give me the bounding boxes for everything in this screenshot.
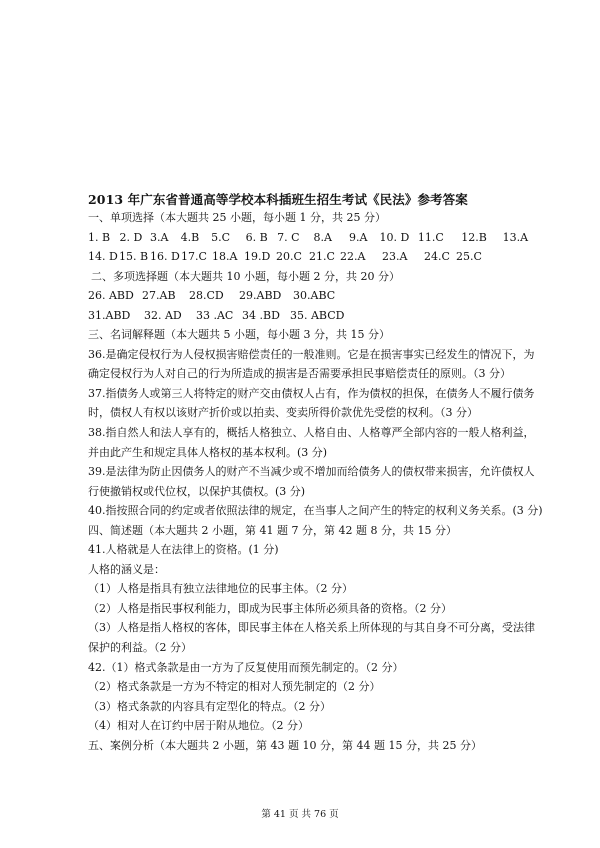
answer-41-point-2: （2）人格是指民事权利能力，即成为民事主体所必须具备的资格。（2 分）	[88, 601, 452, 615]
answer-38-line-1: 38.指自然人和法人享有的，概括人格独立、人格自由、人格尊严全部内容的一般人格利益，	[88, 426, 535, 440]
multi-choice-row-2	[88, 306, 528, 326]
answer-37-line-1: 37.指债务人或第三人将特定的财产交由债权人占有，作为债权的担保，在债务人不履行债务	[88, 386, 535, 400]
answer-item: 24.C	[424, 250, 450, 264]
answer-item: 2. D	[119, 230, 143, 244]
answer-item: 10. D	[379, 230, 410, 244]
section5-heading: 五、案例分析（本大题共 2 小题，第 43 题 10 分，第 44 题 15 分，共 25 分）	[88, 738, 482, 752]
answer-item: 27.AB	[142, 289, 176, 303]
answer-item: 32. AD	[144, 308, 182, 322]
answer-content	[88, 208, 543, 755]
answer-36-line-2: 确定侵权行为人对自己的行为所造成的损害是否需要承担民事赔偿责任的原则。（3 分）	[88, 367, 511, 381]
page-title: 2013 年广东省普通高等学校本科插班生招生考试《民法》参考答案	[88, 192, 468, 207]
single-choice-row-1	[88, 228, 528, 248]
answer-item: 13.A	[502, 230, 529, 244]
answer-item: 15. B	[119, 250, 149, 264]
answer-41-point-3-line-2: 保护的利益。（2 分）	[88, 641, 192, 655]
answer-item: 34 .BD	[242, 308, 280, 322]
answer-item: 33 .AC	[196, 308, 234, 322]
answer-39-line-1: 39.是法律为防止因债务人的财产不当减少或不增加而给债务人的债权带来损害，允许债权人	[88, 465, 535, 479]
answer-item: 19.D	[244, 250, 271, 264]
answer-37-line-2: 时，债权人有权以该财产折价或以拍卖、变卖所得价款优先受偿的权利。（3 分）	[88, 406, 478, 420]
answer-item: 5.C	[211, 230, 231, 244]
answer-39-line-2: 行使撤销权或代位权，以保护其债权。(3 分)	[88, 484, 306, 498]
answer-42-point-1: 42.（1）格式条款是由一方为了反复使用而预先制定的。（2 分）	[88, 660, 404, 674]
answer-38-line-2: 并由此产生和规定具体人格权的基本权利。(3 分)	[88, 445, 328, 459]
answer-item: 30.ABC	[293, 289, 336, 303]
answer-item: 11.C	[417, 230, 444, 244]
answer-item: 22.A	[340, 250, 366, 264]
page-number: 第 41 页 共 76 页	[261, 809, 339, 820]
answer-item: 4.B	[180, 230, 200, 244]
answer-41-subheading: 人格的涵义是：	[88, 562, 165, 576]
answer-item: 7. C	[277, 230, 300, 244]
section1-heading: 一、单项选择（本大题共 25 小题，每小题 1 分，共 25 分）	[88, 211, 386, 224]
answer-item: 16. D	[150, 250, 180, 264]
answer-42-point-2: （2）格式条款是一方为不特定的相对人预先制定的（2 分）	[88, 680, 381, 694]
answer-40-line-1: 40.指按照合同的约定或者依照法律的规定，在当事人之间产生的特定的权利义务关系。(3 分)	[88, 504, 543, 518]
answer-item: 35. ABCD	[290, 308, 345, 322]
single-choice-row-2	[88, 247, 528, 267]
answer-item: 26. ABD	[88, 289, 134, 303]
answer-36-line-1: 36.是确定侵权行为人侵权损害赔偿责任的一般准则。它是在损害事实已经发生的情况下，为	[88, 347, 535, 361]
answer-item: 3.A	[150, 230, 169, 244]
answer-42-point-4: （4）相对人在订约中居于附从地位。（2 分）	[88, 719, 309, 733]
answer-item: 17.C	[181, 250, 207, 264]
answer-item: 25.C	[456, 250, 482, 264]
multi-choice-row-1	[88, 286, 528, 306]
answer-item: 1. B	[88, 230, 111, 244]
answer-item: 20.C	[276, 250, 302, 264]
answer-item: 31.ABD	[88, 308, 131, 322]
section3-heading: 三、名词解释题（本大题共 5 小题，每小题 3 分，共 15 分）	[88, 328, 390, 342]
answer-item: 12.B	[461, 230, 487, 244]
answer-41: 41.人格就是人在法律上的资格。(1 分)	[88, 543, 279, 557]
answer-item: 8.A	[313, 230, 332, 244]
answer-item: 14. D	[88, 250, 118, 264]
answer-41-point-1: （1）人格是指具有独立法律地位的民事主体。（2 分）	[88, 582, 353, 596]
section2-heading: 二、多项选择题（本大题共 10 小题，每小题 2 分，共 20 分）	[91, 269, 400, 283]
answer-42-point-3: （3）格式条款的内容具有定型化的特点。（2 分）	[88, 699, 331, 713]
answer-41-point-3-line-1: （3）人格是指人格权的客体，即民事主体在人格关系上所体现的与其自身不可分离，受法律	[88, 621, 535, 635]
answer-item: 6. B	[245, 230, 268, 244]
answer-item: 9.A	[348, 230, 368, 244]
answer-item: 29.ABD	[239, 289, 282, 303]
answer-item: 28.CD	[189, 289, 224, 303]
section4-heading: 四、简述题（本大题共 2 小题，第 41 题 7 分，第 42 题 8 分，共 15 分）	[88, 523, 457, 537]
answer-item: 18.A	[212, 250, 238, 264]
answer-item: 21.C	[309, 250, 335, 264]
answer-item: 23.A	[382, 250, 408, 264]
